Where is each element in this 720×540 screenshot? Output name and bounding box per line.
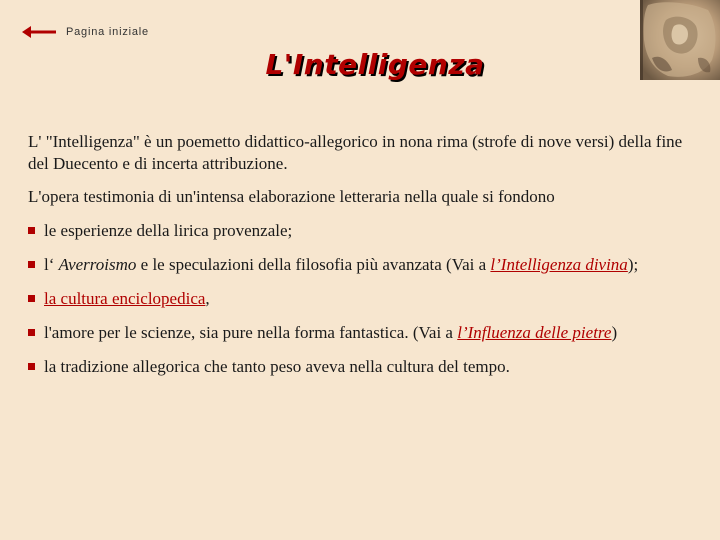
square-bullet-icon xyxy=(28,295,35,302)
main-content xyxy=(28,131,700,390)
list-item xyxy=(28,356,700,378)
text-segment: l‘ xyxy=(44,255,59,274)
home-link[interactable] xyxy=(22,22,149,42)
square-bullet-icon xyxy=(28,329,35,336)
text-segment: ) xyxy=(611,323,618,342)
square-bullet-icon xyxy=(28,261,35,268)
bullet-list xyxy=(28,220,700,378)
square-bullet-icon xyxy=(28,227,35,234)
list-item xyxy=(28,322,700,344)
list-item-text xyxy=(44,322,617,344)
text-segment: , xyxy=(205,289,210,308)
link-cultura-enciclopedica[interactable]: la cultura enciclopedica xyxy=(44,289,206,308)
intro-paragraph: L' "Intelligenza" è un poemetto didattico-allegorico in nona rima (strofe di nove versi) della fine del Duecento e di incerta attribuzione. xyxy=(28,132,683,173)
text-segment: ); xyxy=(627,255,639,274)
list-item-text xyxy=(44,288,210,310)
lead-paragraph: L'opera testimonia di un'intensa elaborazione letteraria nella quale si fondono xyxy=(28,187,555,206)
link-intelligenza-divina[interactable]: l’Intelligenza divina xyxy=(490,255,628,274)
text-segment: l'amore per le scienze, sia pure nella forma fantastica. (Vai a xyxy=(44,323,458,342)
list-item-text: la tradizione allegorica che tanto peso aveva nella cultura del tempo. xyxy=(44,357,510,376)
home-link-label: Pagina iniziale xyxy=(66,26,149,38)
list-item xyxy=(28,288,700,310)
list-item xyxy=(28,254,700,276)
list-item xyxy=(28,220,700,242)
square-bullet-icon xyxy=(28,363,35,370)
list-item-text xyxy=(44,254,638,276)
link-influenza-pietre[interactable]: l’Influenza delle pietre xyxy=(457,323,612,342)
left-arrow-icon xyxy=(22,22,58,42)
italic-term: Averroismo xyxy=(58,255,137,274)
list-item-text: le esperienze della lirica provenzale; xyxy=(44,221,293,240)
page-title: L'Intelligenza xyxy=(265,48,485,81)
text-segment: e le speculazioni della filosofia più avanzata (Vai a xyxy=(136,255,491,274)
